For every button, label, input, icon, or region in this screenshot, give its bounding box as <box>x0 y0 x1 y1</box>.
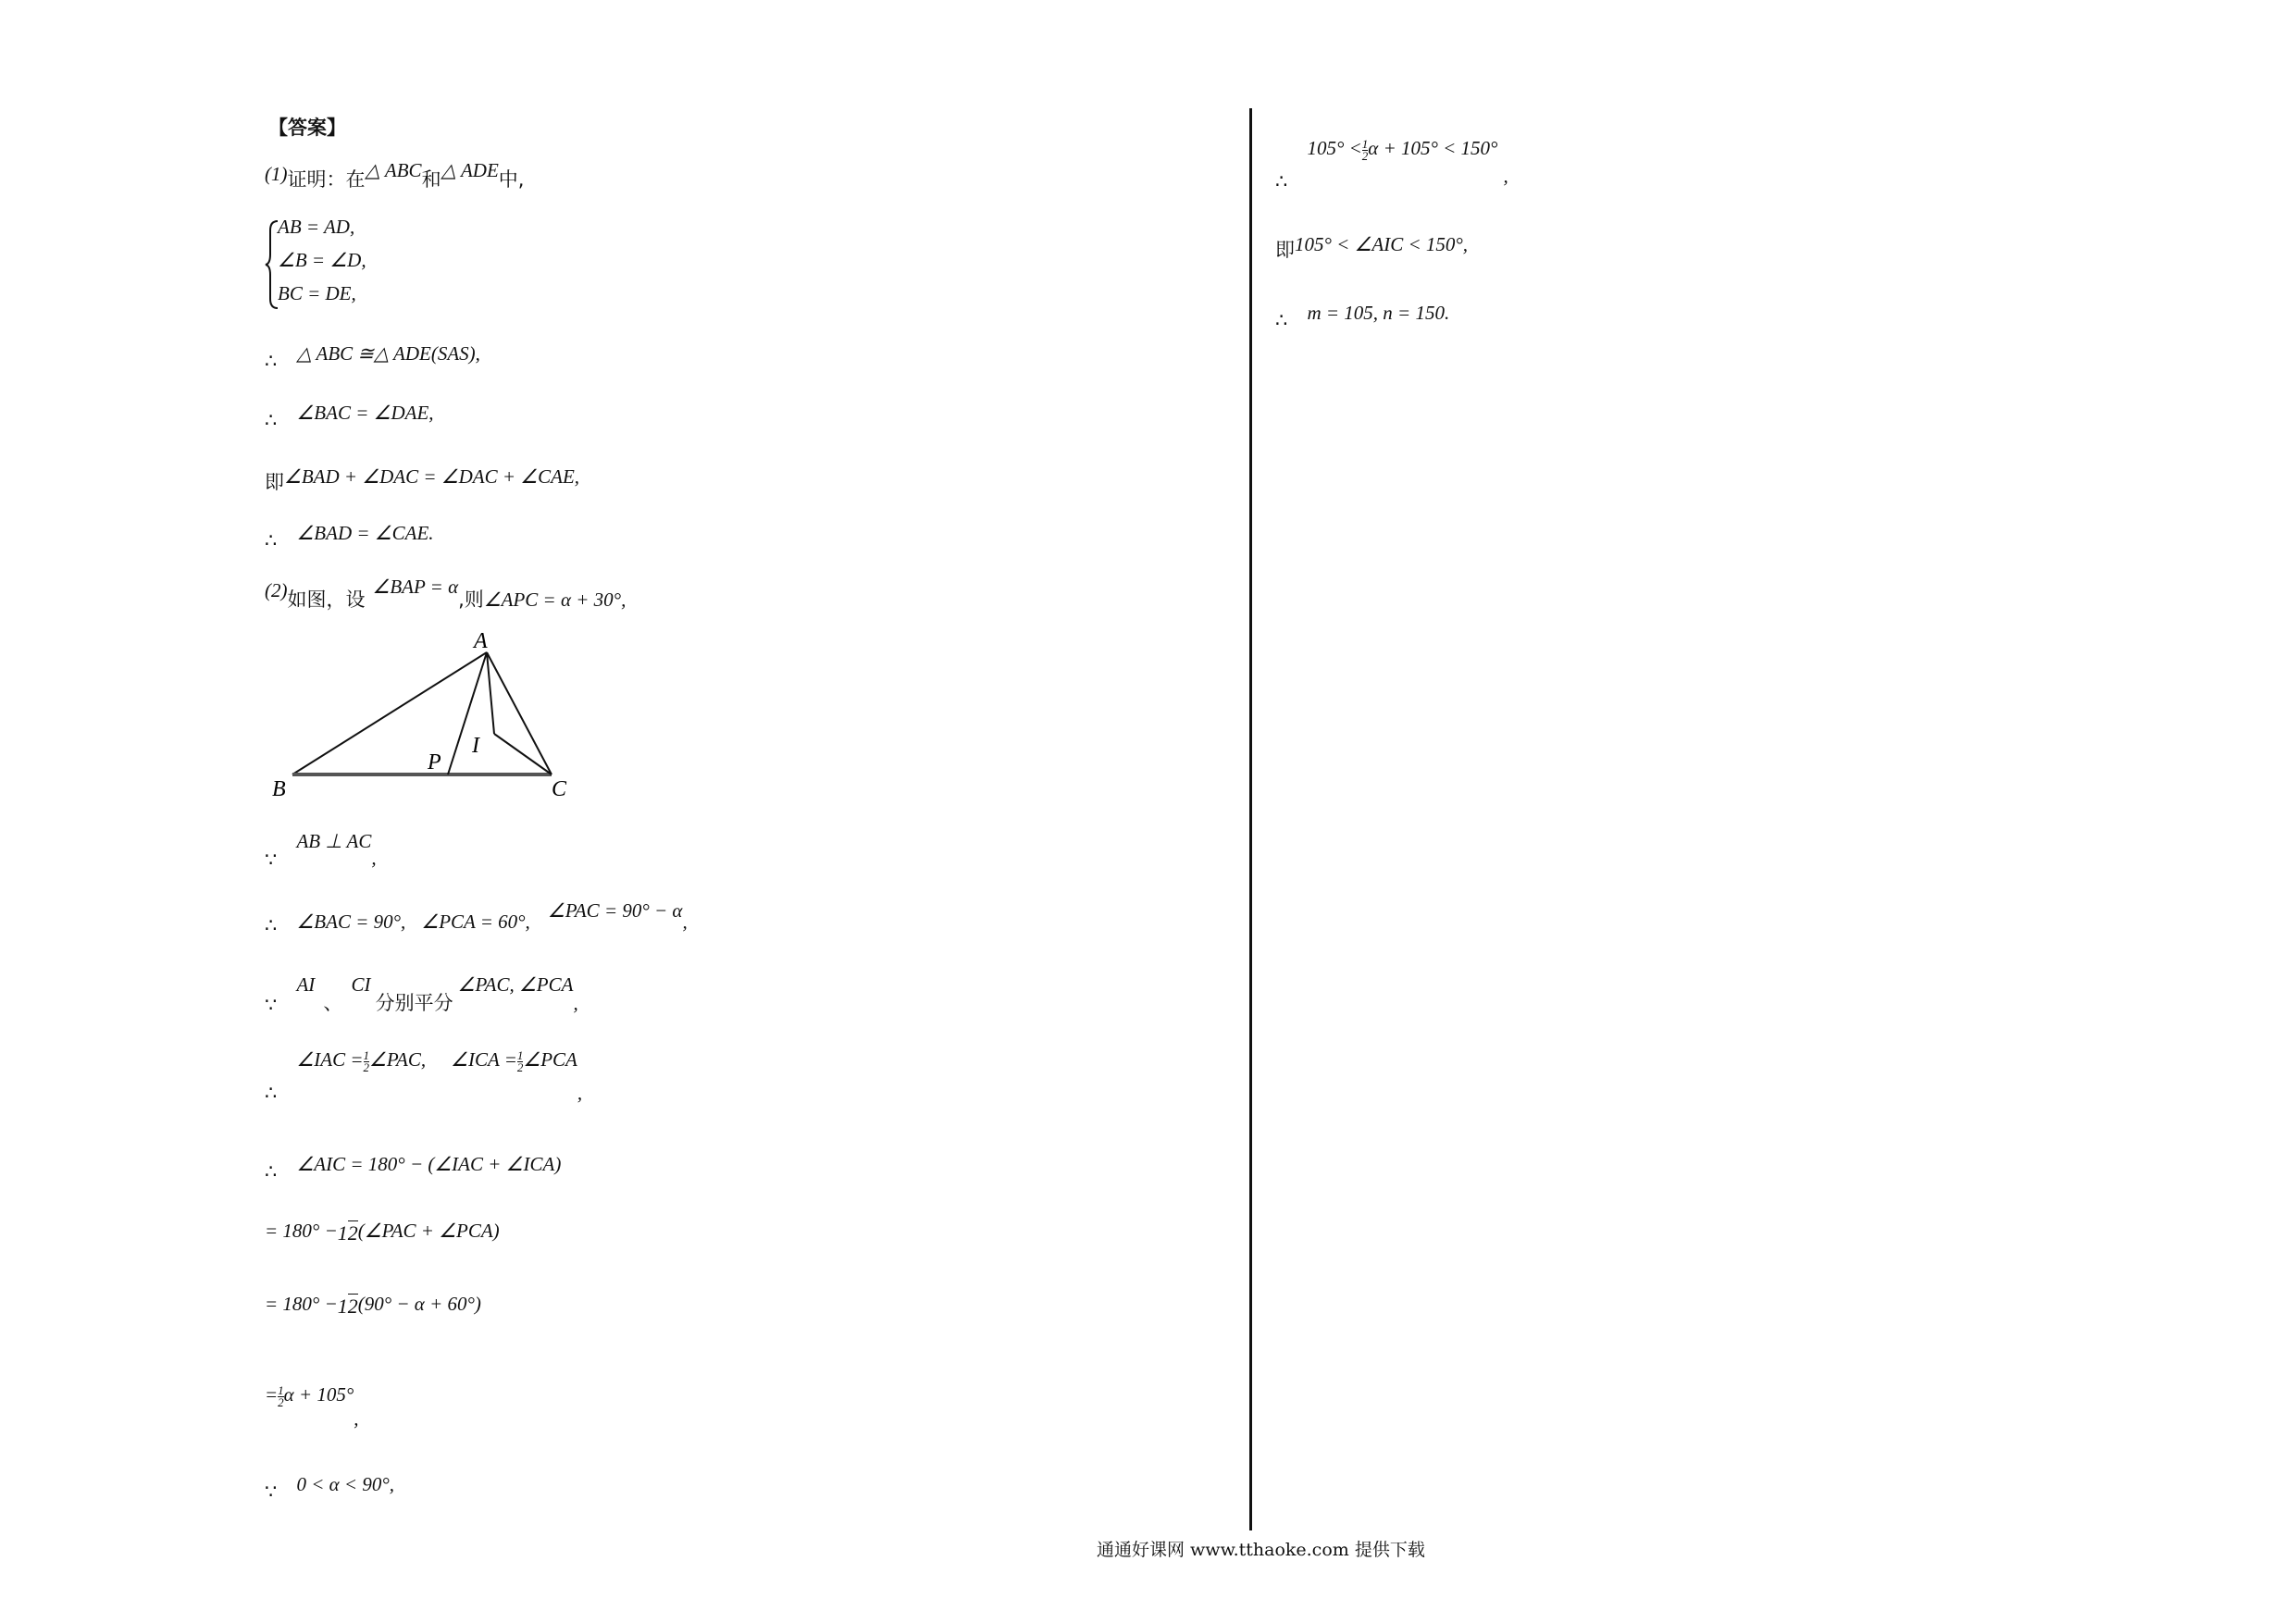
segment-ab <box>292 652 487 774</box>
step-aic: ∴ ∠AIC = 180° − (∠IAC + ∠ICA) <box>265 1153 562 1183</box>
step-angles: ∴ ∠BAC = 90°, ∠PCA = 60°, ∠PAC = 90° − α, <box>265 899 688 936</box>
segment-ap <box>448 652 487 774</box>
step-perpendicular: ∵ AB ⊥ AC, <box>265 830 377 871</box>
answer-header: 【答案】 <box>268 117 346 139</box>
therefore-symbol: ∴ <box>1275 170 1288 192</box>
therefore-symbol: ∴ <box>265 1082 278 1104</box>
fraction-half: $\frac{1}{2}$ <box>278 1383 284 1409</box>
part2-intro: (2)如图，设∠BAP = α,则∠APC = α + 30°, <box>265 576 627 611</box>
step-aic-range: 即105° < ∠AIC < 150°, <box>1275 233 1469 261</box>
therefore-symbol: ∴ <box>265 914 278 936</box>
part-number: (2) <box>265 579 288 601</box>
label-a: A <box>474 629 488 653</box>
triangle-figure <box>268 625 583 810</box>
fraction-half: $\frac{1}{2}$ <box>516 1048 524 1074</box>
therefore-symbol: ∴ <box>265 350 278 372</box>
step-inequality: ∴ 105° < $\frac{1}{2}$ α + 105° < 150°, <box>1275 137 1508 192</box>
therefore-symbol: ∴ <box>1275 309 1288 331</box>
fraction-half: $\frac{1}{2}$ <box>363 1048 370 1074</box>
label-b: B <box>272 777 286 801</box>
step-congruent: ∴ △ ABC ≅△ ADE(SAS), <box>265 342 480 372</box>
step-eq3: = $\frac{1}{2}$ α + 105°, <box>265 1383 359 1430</box>
step-half-angles: ∴ ∠IAC = $\frac{1}{2}$ ∠PAC, ∠ICA = $\frac{1}{2}$ ∠PCA, <box>265 1048 583 1104</box>
fraction-half: 12 <box>337 1294 358 1318</box>
step-range: ∵ 0 < α < 90°, <box>265 1473 394 1503</box>
segment-ci <box>494 734 552 774</box>
step-eq1: = 180° −12(∠PAC + ∠PCA) <box>265 1220 500 1245</box>
because-symbol: ∵ <box>265 994 278 1016</box>
because-symbol: ∵ <box>265 1481 278 1503</box>
page-footer: 通通好课网 www.tthaoke.com 提供下载 <box>1097 1540 1425 1560</box>
fraction-half: 12 <box>337 1220 358 1245</box>
therefore-symbol: ∴ <box>265 409 278 431</box>
label-p: P <box>428 750 441 774</box>
step-bisectors: ∵ AI 、 CI 分别平分 ∠PAC, ∠PCA, <box>265 973 578 1016</box>
step-eq2: = 180° −12(90° − α + 60°) <box>265 1293 481 1318</box>
column-divider <box>1249 108 1252 1530</box>
step-angle-eq: ∴ ∠BAC = ∠DAE, <box>265 402 434 431</box>
step-conclusion: ∴ ∠BAD = ∠CAE. <box>265 522 434 551</box>
therefore-symbol: ∴ <box>265 1160 278 1183</box>
fraction-half: $\frac{1}{2}$ <box>1361 137 1369 163</box>
step-sum: 即∠BAD + ∠DAC = ∠DAC + ∠CAE, <box>265 465 580 493</box>
part-number: (1) <box>265 163 288 185</box>
label-i: I <box>472 734 479 758</box>
step-final: ∴ m = 105, n = 150. <box>1275 302 1450 331</box>
segment-ac <box>487 652 552 774</box>
part1-intro: (1)证明：在△ ABC和△ ADE中, <box>265 159 525 191</box>
label-c: C <box>552 777 567 801</box>
therefore-symbol: ∴ <box>265 529 278 551</box>
because-symbol: ∵ <box>265 849 278 871</box>
